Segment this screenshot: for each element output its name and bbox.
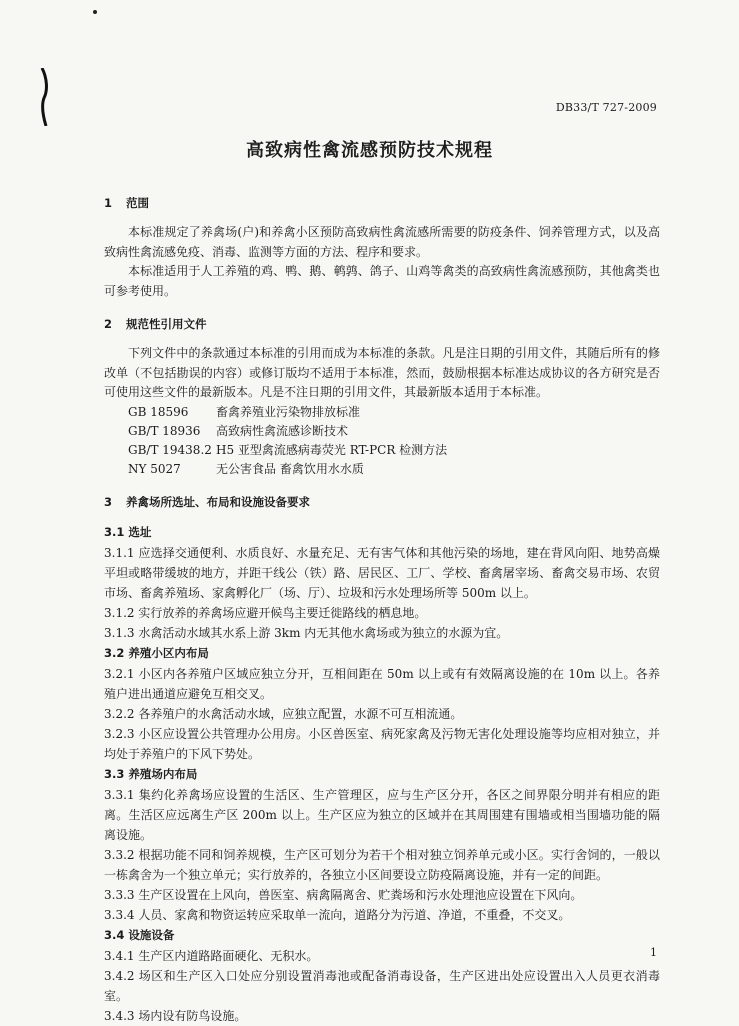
reference-name: 高致病性禽流感诊断技术 [216,423,349,438]
subsection-heading: 3.3 养殖场内布局 [104,766,198,781]
paragraph: 本标准适用于人工养殖的鸡、鸭、鹅、鹌鹑、鸽子、山鸡等禽类的高致病性禽流感预防，其他禽类也可参考使用。 [104,264,660,298]
reference-name: 无公害食品 畜禽饮用水水质 [216,461,364,476]
clause: 3.1.1 应选择交通便利、水质良好、水量充足、无有害气体和其他污染的场地，建在背风向阳、地势高燥平坦或略带缓坡的地方，并距干线公（铁）路、居民区、工厂、学校、畜禽屠宰场、畜禽交易市场、农贸市场、畜禽养殖场、家禽孵化厂（场、厅）、垃圾和污水处理场所等 500m 以上。 [104,545,660,600]
reference-code: NY 5027 [128,461,181,476]
scan-dot [93,10,97,14]
clause: 3.1.2 实行放养的养禽场应避开候鸟主要迁徙路线的栖息地。 [104,605,427,620]
reference-code: GB/T 18936 [128,423,201,438]
document-body [104,180,660,1026]
section-title: 规范性引用文件 [126,317,207,331]
clause: 3.4.3 场内设有防鸟设施。 [104,1008,247,1023]
paragraph: 本标准规定了养禽场(户)和养禽小区预防高致病性禽流感所需要的防疫条件、饲养管理方式，以及高致病性禽流感免疫、消毒、监测等方面的方法、程序和要求。 [104,225,660,259]
section-heading-2 [104,316,660,332]
subsection-heading: 3.4 设施设备 [104,927,175,942]
clause: 3.1.3 水禽活动水域其水系上游 3km 内无其他水禽场或为独立的水源为宜。 [104,625,509,640]
reference-item [104,460,660,479]
section-title: 养禽场所选址、布局和设施设备要求 [126,494,310,509]
clause: 3.2.2 各养殖户的水禽活动水域，应独立配置，水源不可互相流通。 [104,706,463,721]
section-heading-3 [104,494,660,510]
section-title: 范围 [126,196,149,210]
section-number: 3 [104,494,113,509]
reference-code: GB/T 19438.2 [128,442,212,457]
reference-item [104,422,660,441]
reference-item [104,441,660,460]
section-heading-1 [104,195,660,211]
clause: 3.3.1 集约化养禽场应设置的生活区、生产管理区，应与生产区分开，各区之间界限分明并有相应的距离。生活区应远离生产区 200m 以上。生产区应为独立的区域并在其周围建有围墙或相当围墙功能的隔离设施。 [104,787,660,842]
clause: 3.2.1 小区内各养殖户区域应独立分开，互相间距在 50m 以上或有有效隔离设施的在 10m 以上。各养殖户进出通道应避免互相交叉。 [104,666,660,701]
reference-code: GB 18596 [128,404,189,419]
paragraph: 下列文件中的条款通过本标准的引用而成为本标准的条款。凡是注日期的引用文件，其随后所有的修改单（不包括勘误的内容）或修订版均不适用于本标准，然而，鼓励根据本标准达成协议的各方研究是否可使用这些文件的最新版本。凡是不注日期的引用文件，其最新版本适用于本标准。 [104,346,660,399]
clause: 3.4.2 场区和生产区入口处应分别设置消毒池或配备消毒设备，生产区进出处应设置出入人员更衣消毒室。 [104,968,660,1003]
clause: 3.4.1 生产区内道路路面硬化、无积水。 [104,948,319,963]
standard-code: DB33/T 727-2009 [555,101,657,114]
reference-name: H5 亚型禽流感病毒荧光 RT-PCR 检测方法 [216,442,448,457]
section-number: 2 [104,317,113,331]
clause: 3.2.3 小区应设置公共管理办公用房。小区兽医室、病死家禽及污物无害化处理设施等均应相对独立，并均处于养殖户的下风下势处。 [104,726,660,761]
page-number: 1 [650,946,657,959]
subsection-heading: 3.1 选址 [104,524,152,539]
clause: 3.3.2 根据功能不同和饲养规模，生产区可划分为若干个相对独立饲养单元或小区。实行舍饲的，一般以一栋禽舍为一个独立单元；实行放养的，各独立小区间要设立防疫隔离设施，并有一定的间距。 [104,847,660,882]
document-title: 高致病性禽流感预防技术规程 [246,140,493,161]
clause: 3.3.3 生产区设置在上风向，兽医室、病禽隔离舍、贮粪场和污水处理池应设置在下风向。 [104,887,583,902]
section-number: 1 [104,196,113,210]
reference-item [104,403,660,422]
clause: 3.3.4 人员、家禽和物资运转应采取单一流向，道路分为污道、净道，不重叠，不交叉。 [104,907,571,922]
reference-name: 畜禽养殖业污染物排放标准 [216,404,361,419]
scan-edge-mark [38,68,50,126]
subsection-heading: 3.2 养殖小区内布局 [104,645,209,660]
